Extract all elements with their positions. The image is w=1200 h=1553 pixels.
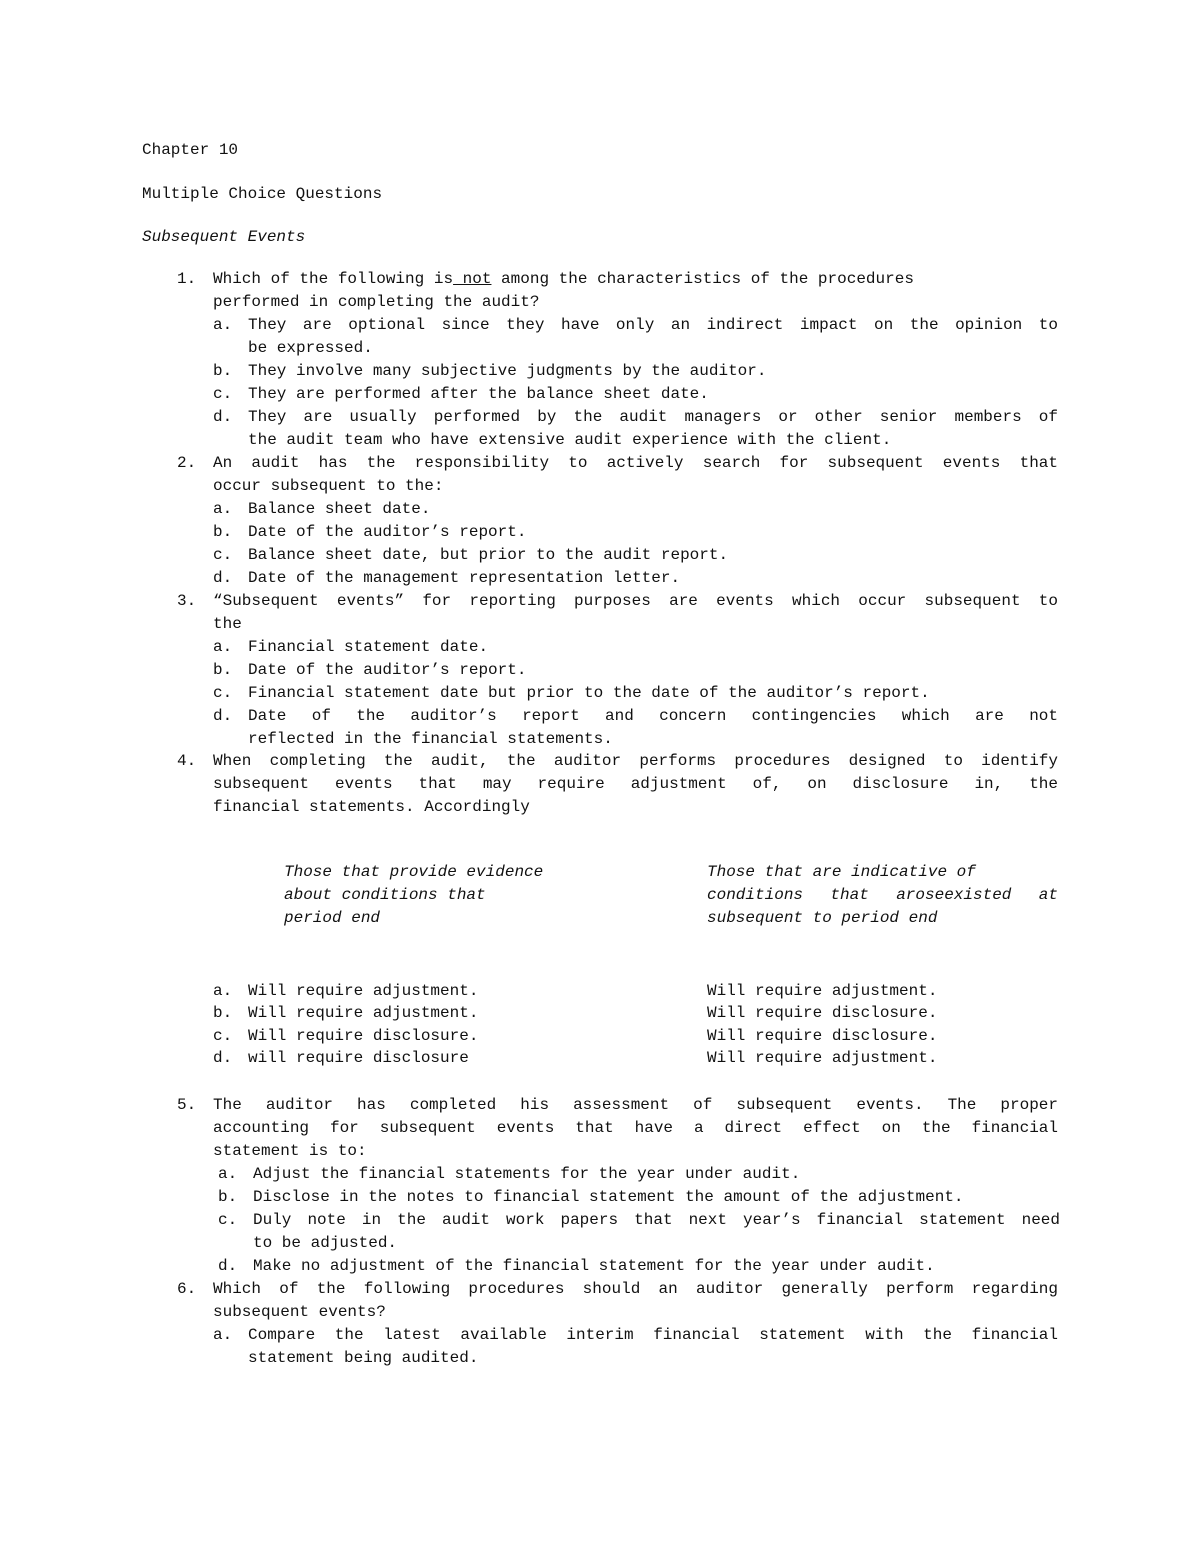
option-text: Date of the auditor’s report and concern contingencies which are not [248,707,1058,725]
option-left-cell: Will require adjustment. [248,1004,479,1022]
column-header-left: period end [284,909,381,927]
option-text: reflected in the financial statements. [248,730,613,748]
option-right-cell: Will require adjustment. [707,982,938,1000]
question-number: 3. [177,592,197,610]
question-text: subsequent events that may require adjustment of, on disclosure in, the [213,775,1058,793]
option-left-cell: Will require disclosure. [248,1027,479,1045]
option-letter: c. [213,684,233,702]
option-right-cell: Will require disclosure. [707,1004,938,1022]
question-text [213,269,1058,289]
question-text: accounting for subsequent events that have a direct effect on the financial [213,1119,1058,1137]
option-letter: a. [218,1165,238,1183]
chapter-heading: Chapter 10 [142,141,239,159]
option-letter: d. [213,707,233,725]
question-number: 5. [177,1096,197,1114]
question-text: An audit has the responsibility to actively search for subsequent events that [213,454,1058,472]
option-text: Date of the management representation letter. [248,569,681,587]
option-letter: d. [218,1257,238,1275]
question-number: 1. [177,270,197,288]
option-letter: a. [213,316,233,334]
option-text: be expressed. [248,339,373,357]
option-letter: b. [213,362,233,380]
option-text: Date of the auditor’s report. [248,523,527,541]
option-text: They are optional since they have only an indirect impact on the opinion to [248,316,1058,334]
subsection-heading: Subsequent Events [142,228,306,246]
option-text: Balance sheet date, but prior to the audit report. [248,546,729,564]
option-text: Duly note in the audit work papers that next year’s financial statement need [253,1211,1060,1229]
option-right-cell: Will require adjustment. [707,1049,938,1067]
option-right-cell: Will require disclosure. [707,1027,938,1045]
option-text: the audit team who have extensive audit experience with the client. [248,431,892,449]
option-letter: a. [213,982,233,1000]
option-letter: b. [218,1188,238,1206]
column-header-right: Those that are indicative of [707,863,976,881]
question-text: Which of the following procedures should an auditor generally perform regarding [213,1280,1058,1298]
option-letter: a. [213,500,233,518]
question-text: The auditor has completed his assessment of subsequent events. The proper [213,1096,1058,1114]
option-letter: b. [213,1004,233,1022]
option-text: Compare the latest available interim financial statement with the financial [248,1326,1058,1344]
option-letter: c. [213,385,233,403]
question-text: performed in completing the audit? [213,293,540,311]
option-letter: d. [213,1049,233,1067]
option-letter: b. [213,661,233,679]
option-letter: d. [213,569,233,587]
question-number: 6. [177,1280,197,1298]
option-text: Date of the auditor’s report. [248,661,527,679]
question-text: the [213,615,242,633]
question-text: statement is to: [213,1142,367,1160]
question-text-part: among the characteristics of the procedures [491,270,914,288]
option-text: They involve many subjective judgments by the auditor. [248,362,767,380]
option-left-cell: Will require adjustment. [248,982,479,1000]
option-letter: d. [213,408,233,426]
question-text: subsequent events? [213,1303,386,1321]
question-number: 2. [177,454,197,472]
option-left-cell: will require disclosure [248,1049,469,1067]
option-text: Disclose in the notes to financial statement the amount of the adjustment. [253,1188,964,1206]
column-header-left: Those that provide evidence [284,863,544,881]
question-text: When completing the audit, the auditor performs procedures designed to identify [213,752,1058,770]
option-text: Financial statement date but prior to the date of the auditor’s report. [248,684,930,702]
section-heading: Multiple Choice Questions [142,185,383,203]
option-text: to be adjusted. [253,1234,398,1252]
option-text: statement being audited. [248,1349,479,1367]
column-header-right: conditions that aroseexisted at [707,886,1058,904]
question-text: occur subsequent to the: [213,477,444,495]
question-text: “Subsequent events” for reporting purposes are events which occur subsequent to [213,592,1058,610]
option-text: Make no adjustment of the financial statement for the year under audit. [253,1257,935,1275]
option-letter: a. [213,1326,233,1344]
question-text: financial statements. Accordingly [213,798,530,816]
question-number: 4. [177,752,197,770]
option-text: Financial statement date. [248,638,489,656]
question-text-part: Which of the following is [213,270,454,288]
option-letter: c. [218,1211,238,1229]
option-letter: b. [213,523,233,541]
option-text: Balance sheet date. [248,500,431,518]
option-text: They are performed after the balance sheet date. [248,385,709,403]
option-text: They are usually performed by the audit managers or other senior members of [248,408,1058,426]
option-letter: c. [213,546,233,564]
option-letter: c. [213,1027,233,1045]
column-header-left: about conditions that [284,886,486,904]
column-header-right: subsequent to period end [707,909,938,927]
option-text: Adjust the financial statements for the year under audit. [253,1165,801,1183]
emphasis-not: not [453,270,492,288]
option-letter: a. [213,638,233,656]
